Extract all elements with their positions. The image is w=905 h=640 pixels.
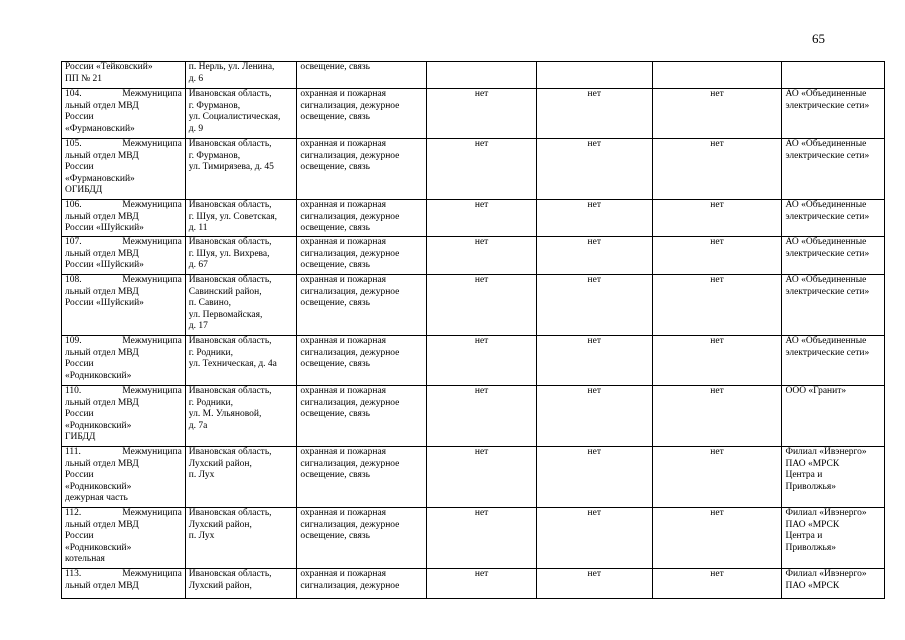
cell-line: России bbox=[65, 470, 94, 481]
cell-line bbox=[65, 275, 182, 287]
col4-cell: нет bbox=[427, 275, 537, 336]
object-name-cell bbox=[62, 237, 186, 275]
cell-line-part: 109. bbox=[65, 336, 82, 346]
power-supplier-cell bbox=[782, 569, 885, 599]
cell-line: охранная и пожарная bbox=[300, 237, 387, 247]
table-row bbox=[62, 200, 885, 237]
cell-line-part: 107. bbox=[65, 237, 82, 247]
object-name-cell bbox=[62, 62, 186, 89]
security-systems-cell bbox=[297, 447, 427, 508]
cell-line: России «Шуйский» bbox=[65, 223, 144, 234]
cell-line: сигнализация, дежурное bbox=[300, 458, 400, 469]
power-supplier-cell bbox=[782, 275, 885, 336]
col4-cell: нет bbox=[427, 447, 537, 508]
power-supplier-cell bbox=[782, 139, 885, 200]
cell-line: Ивановская область, bbox=[188, 237, 272, 247]
cell-line bbox=[65, 508, 182, 520]
cell-line bbox=[65, 336, 182, 348]
cell-line: д. 17 bbox=[188, 321, 208, 332]
cell-line: г. Родники, bbox=[188, 347, 233, 358]
col6-cell: нет bbox=[652, 508, 782, 569]
cell-line: АО «Объединенные bbox=[785, 139, 867, 149]
cell-line: д. 67 bbox=[188, 260, 208, 271]
cell-line: Ивановская область, bbox=[188, 200, 272, 210]
cell-line: Ивановская область, bbox=[188, 386, 272, 396]
security-systems-cell bbox=[297, 89, 427, 139]
security-systems-cell bbox=[297, 336, 427, 386]
objects-table bbox=[61, 61, 885, 599]
col4-cell: нет bbox=[427, 386, 537, 447]
object-name-cell bbox=[62, 89, 186, 139]
col6-cell: нет bbox=[652, 275, 782, 336]
security-systems-cell bbox=[297, 200, 427, 237]
cell-line-part: Межмуниципа bbox=[122, 569, 182, 579]
cell-line: сигнализация, дежурное bbox=[300, 150, 400, 161]
col4-cell bbox=[427, 62, 537, 89]
cell-line: льный отдел МВД bbox=[65, 100, 139, 111]
address-cell bbox=[185, 275, 297, 336]
power-supplier-cell bbox=[782, 447, 885, 508]
col6-cell: нет bbox=[652, 447, 782, 508]
cell-line-part: Межмуниципа bbox=[122, 89, 182, 99]
cell-line-part: 112. bbox=[65, 508, 82, 518]
cell-line: льный отдел МВД bbox=[65, 519, 139, 530]
cell-line: освещение, связь bbox=[300, 531, 370, 542]
cell-line: льный отдел МВД bbox=[65, 150, 139, 161]
col5-cell: нет bbox=[536, 89, 652, 139]
cell-line bbox=[65, 386, 182, 398]
cell-line bbox=[65, 237, 182, 249]
cell-line: п. Савино, bbox=[188, 298, 231, 309]
cell-line: Лухский район, bbox=[188, 519, 252, 530]
cell-line-part: 104. bbox=[65, 89, 82, 99]
cell-line: дежурная часть bbox=[65, 493, 128, 504]
power-supplier-cell bbox=[782, 62, 885, 89]
col6-cell: нет bbox=[652, 336, 782, 386]
col5-cell: нет bbox=[536, 386, 652, 447]
cell-line: г. Фурманов, bbox=[188, 100, 241, 111]
cell-line: ул. Техническая, д. 4а bbox=[188, 359, 277, 370]
cell-line: Филиал «Ивэнерго» bbox=[785, 569, 867, 579]
cell-line-part: Межмуниципа bbox=[122, 386, 182, 396]
cell-line-part: Межмуниципа bbox=[122, 200, 182, 210]
cell-line-part: Межмуниципа bbox=[122, 275, 182, 285]
object-name-cell bbox=[62, 508, 186, 569]
cell-line: «Родниковский» bbox=[65, 370, 132, 381]
col5-cell: нет bbox=[536, 275, 652, 336]
col5-cell bbox=[536, 62, 652, 89]
address-cell bbox=[185, 336, 297, 386]
cell-line: льный отдел МВД bbox=[65, 580, 139, 591]
table-row bbox=[62, 336, 885, 386]
cell-line: электрические сети» bbox=[785, 211, 870, 222]
object-name-cell bbox=[62, 200, 186, 237]
col5-cell: нет bbox=[536, 508, 652, 569]
cell-line-part: 110. bbox=[65, 386, 82, 396]
table-row bbox=[62, 508, 885, 569]
cell-line: сигнализация, дежурное bbox=[300, 100, 400, 111]
col5-cell: нет bbox=[536, 237, 652, 275]
col6-cell: нет bbox=[652, 569, 782, 599]
table-row bbox=[62, 447, 885, 508]
address-cell bbox=[185, 386, 297, 447]
cell-line: России «Шуйский» bbox=[65, 260, 144, 271]
address-cell bbox=[185, 62, 297, 89]
cell-line: электрические сети» bbox=[785, 100, 870, 111]
address-cell bbox=[185, 89, 297, 139]
object-name-cell bbox=[62, 447, 186, 508]
cell-line: Ивановская область, bbox=[188, 89, 272, 99]
cell-line: п. Лух bbox=[188, 470, 215, 481]
cell-line: охранная и пожарная bbox=[300, 447, 387, 457]
cell-line: ПАО «МРСК bbox=[785, 458, 840, 469]
cell-line: льный отдел МВД bbox=[65, 248, 139, 259]
cell-line: ПАО «МРСК bbox=[785, 580, 840, 591]
cell-line: России bbox=[65, 162, 94, 173]
power-supplier-cell bbox=[782, 200, 885, 237]
col6-cell: нет bbox=[652, 139, 782, 200]
cell-line bbox=[65, 139, 182, 151]
table-row bbox=[62, 569, 885, 599]
cell-line: освещение, связь bbox=[300, 260, 370, 271]
cell-line: охранная и пожарная bbox=[300, 200, 387, 210]
cell-line-part: 106. bbox=[65, 200, 82, 210]
cell-line: России bbox=[65, 409, 94, 420]
cell-line: АО «Объединенные bbox=[785, 200, 867, 210]
cell-line: Центра и bbox=[785, 470, 823, 481]
col4-cell: нет bbox=[427, 89, 537, 139]
cell-line: охранная и пожарная bbox=[300, 89, 387, 99]
table-row bbox=[62, 139, 885, 200]
table-row bbox=[62, 275, 885, 336]
col5-cell: нет bbox=[536, 336, 652, 386]
col6-cell bbox=[652, 62, 782, 89]
cell-line: ул. Социалистическая, bbox=[188, 112, 281, 123]
cell-line: «Родниковский» bbox=[65, 542, 132, 553]
cell-line: «Родниковский» bbox=[65, 420, 132, 431]
address-cell bbox=[185, 447, 297, 508]
cell-line: сигнализация, дежурное bbox=[300, 211, 400, 222]
col6-cell: нет bbox=[652, 89, 782, 139]
cell-line: охранная и пожарная bbox=[300, 275, 387, 285]
cell-line: охранная и пожарная bbox=[300, 569, 387, 579]
cell-line: сигнализация, дежурное bbox=[300, 580, 400, 591]
cell-line: «Фурмановский» bbox=[65, 123, 135, 134]
cell-line: Ивановская область, bbox=[188, 508, 272, 518]
cell-line bbox=[65, 89, 182, 101]
cell-line: России bbox=[65, 112, 94, 123]
cell-line: освещение, связь bbox=[300, 470, 370, 481]
cell-line: г. Фурманов, bbox=[188, 150, 241, 161]
cell-line: ул. Первомайская, bbox=[188, 309, 263, 320]
cell-line: охранная и пожарная bbox=[300, 139, 387, 149]
table-row bbox=[62, 386, 885, 447]
cell-line bbox=[65, 569, 182, 581]
cell-line: освещение, связь bbox=[300, 298, 370, 309]
cell-line: льный отдел МВД bbox=[65, 347, 139, 358]
cell-line: России «Тейковский» bbox=[65, 62, 153, 72]
col4-cell: нет bbox=[427, 237, 537, 275]
cell-line: электрические сети» bbox=[785, 347, 870, 358]
address-cell bbox=[185, 237, 297, 275]
cell-line: льный отдел МВД bbox=[65, 397, 139, 408]
cell-line bbox=[65, 447, 182, 459]
cell-line-part: 113. bbox=[65, 569, 82, 579]
col4-cell: нет bbox=[427, 336, 537, 386]
cell-line: АО «Объединенные bbox=[785, 275, 867, 285]
cell-line: охранная и пожарная bbox=[300, 336, 387, 346]
cell-line: сигнализация, дежурное bbox=[300, 397, 400, 408]
cell-line: АО «Объединенные bbox=[785, 237, 867, 247]
cell-line: сигнализация, дежурное bbox=[300, 286, 400, 297]
col6-cell: нет bbox=[652, 237, 782, 275]
cell-line: котельная bbox=[65, 554, 105, 565]
cell-line: Ивановская область, bbox=[188, 447, 272, 457]
address-cell bbox=[185, 200, 297, 237]
object-name-cell bbox=[62, 386, 186, 447]
cell-line-part: Межмуниципа bbox=[122, 508, 182, 518]
cell-line: Ивановская область, bbox=[188, 569, 272, 579]
security-systems-cell bbox=[297, 508, 427, 569]
cell-line: освещение, связь bbox=[300, 409, 370, 420]
cell-line: сигнализация, дежурное bbox=[300, 519, 400, 530]
cell-line: Филиал «Ивэнерго» bbox=[785, 508, 867, 518]
object-name-cell bbox=[62, 336, 186, 386]
cell-line: п. Нерль, ул. Ленина, bbox=[188, 62, 275, 72]
power-supplier-cell bbox=[782, 89, 885, 139]
cell-line: Филиал «Ивэнерго» bbox=[785, 447, 867, 457]
address-cell bbox=[185, 508, 297, 569]
cell-line: освещение, связь bbox=[300, 223, 370, 234]
cell-line bbox=[65, 200, 182, 212]
cell-line: льный отдел МВД bbox=[65, 211, 139, 222]
col5-cell: нет bbox=[536, 200, 652, 237]
cell-line: электрические сети» bbox=[785, 248, 870, 259]
cell-line: п. Лух bbox=[188, 531, 215, 542]
cell-line: России bbox=[65, 359, 94, 370]
cell-line: ПП № 21 bbox=[65, 73, 103, 84]
cell-line: «Фурмановский» bbox=[65, 173, 135, 184]
cell-line: г. Шуя, ул. Вихрева, bbox=[188, 248, 270, 259]
object-name-cell bbox=[62, 569, 186, 599]
cell-line: охранная и пожарная bbox=[300, 386, 387, 396]
security-systems-cell bbox=[297, 569, 427, 599]
cell-line: ООО «Гранит» bbox=[785, 386, 847, 396]
cell-line-part: 111. bbox=[65, 447, 81, 457]
object-name-cell bbox=[62, 275, 186, 336]
security-systems-cell bbox=[297, 62, 427, 89]
col5-cell: нет bbox=[536, 569, 652, 599]
cell-line: АО «Объединенные bbox=[785, 336, 867, 346]
cell-line-part: 108. bbox=[65, 275, 82, 285]
cell-line: Ивановская область, bbox=[188, 139, 272, 149]
cell-line: освещение, связь bbox=[300, 112, 370, 123]
cell-line: д. 9 bbox=[188, 123, 204, 134]
col4-cell: нет bbox=[427, 139, 537, 200]
cell-line: ул. М. Ульяновой, bbox=[188, 409, 262, 420]
power-supplier-cell bbox=[782, 386, 885, 447]
cell-line: д. 11 bbox=[188, 223, 208, 234]
col6-cell: нет bbox=[652, 200, 782, 237]
cell-line: ГИБДД bbox=[65, 432, 96, 443]
cell-line: ул. Тимирязева, д. 45 bbox=[188, 162, 274, 173]
cell-line: России bbox=[65, 531, 94, 542]
cell-line: г. Родники, bbox=[188, 397, 233, 408]
cell-line: России «Шуйский» bbox=[65, 298, 144, 309]
address-cell bbox=[185, 139, 297, 200]
cell-line: г. Шуя, ул. Советская, bbox=[188, 211, 278, 222]
security-systems-cell bbox=[297, 139, 427, 200]
object-name-cell bbox=[62, 139, 186, 200]
security-systems-cell bbox=[297, 386, 427, 447]
table-row bbox=[62, 62, 885, 89]
cell-line: ОГИБДД bbox=[65, 185, 103, 196]
cell-line: Савинский район, bbox=[188, 286, 262, 297]
col4-cell: нет bbox=[427, 569, 537, 599]
cell-line: «Родниковский» bbox=[65, 481, 132, 492]
cell-line: Центра и bbox=[785, 531, 823, 542]
cell-line: д. 6 bbox=[188, 73, 204, 84]
cell-line: Приволжья» bbox=[785, 542, 836, 553]
power-supplier-cell bbox=[782, 336, 885, 386]
cell-line-part: 105. bbox=[65, 139, 82, 149]
col4-cell: нет bbox=[427, 200, 537, 237]
col4-cell: нет bbox=[427, 508, 537, 569]
cell-line-part: Межмуниципа bbox=[122, 447, 182, 457]
cell-line: ПАО «МРСК bbox=[785, 519, 840, 530]
address-cell bbox=[185, 569, 297, 599]
cell-line: Ивановская область, bbox=[188, 336, 272, 346]
power-supplier-cell bbox=[782, 237, 885, 275]
cell-line: АО «Объединенные bbox=[785, 89, 867, 99]
security-systems-cell bbox=[297, 275, 427, 336]
cell-line: освещение, связь bbox=[300, 359, 370, 370]
cell-line: д. 7а bbox=[188, 420, 208, 431]
table-row bbox=[62, 89, 885, 139]
cell-line-part: Межмуниципа bbox=[122, 139, 182, 149]
col6-cell: нет bbox=[652, 386, 782, 447]
table-row bbox=[62, 237, 885, 275]
cell-line: сигнализация, дежурное bbox=[300, 347, 400, 358]
power-supplier-cell bbox=[782, 508, 885, 569]
cell-line: Лухский район, bbox=[188, 580, 252, 591]
col5-cell: нет bbox=[536, 447, 652, 508]
security-systems-cell bbox=[297, 237, 427, 275]
cell-line: охранная и пожарная bbox=[300, 508, 387, 518]
cell-line-part: Межмуниципа bbox=[122, 237, 182, 247]
cell-line: льный отдел МВД bbox=[65, 286, 139, 297]
cell-line: электрические сети» bbox=[785, 286, 870, 297]
cell-line: электрические сети» bbox=[785, 150, 870, 161]
cell-line: льный отдел МВД bbox=[65, 458, 139, 469]
cell-line: сигнализация, дежурное bbox=[300, 248, 400, 259]
cell-line: освещение, связь bbox=[300, 62, 370, 72]
cell-line: освещение, связь bbox=[300, 162, 370, 173]
cell-line-part: Межмуниципа bbox=[122, 336, 182, 346]
cell-line: Приволжья» bbox=[785, 481, 836, 492]
cell-line: Лухский район, bbox=[188, 458, 252, 469]
cell-line: Ивановская область, bbox=[188, 275, 272, 285]
page-number: 65 bbox=[812, 31, 825, 46]
col5-cell: нет bbox=[536, 139, 652, 200]
